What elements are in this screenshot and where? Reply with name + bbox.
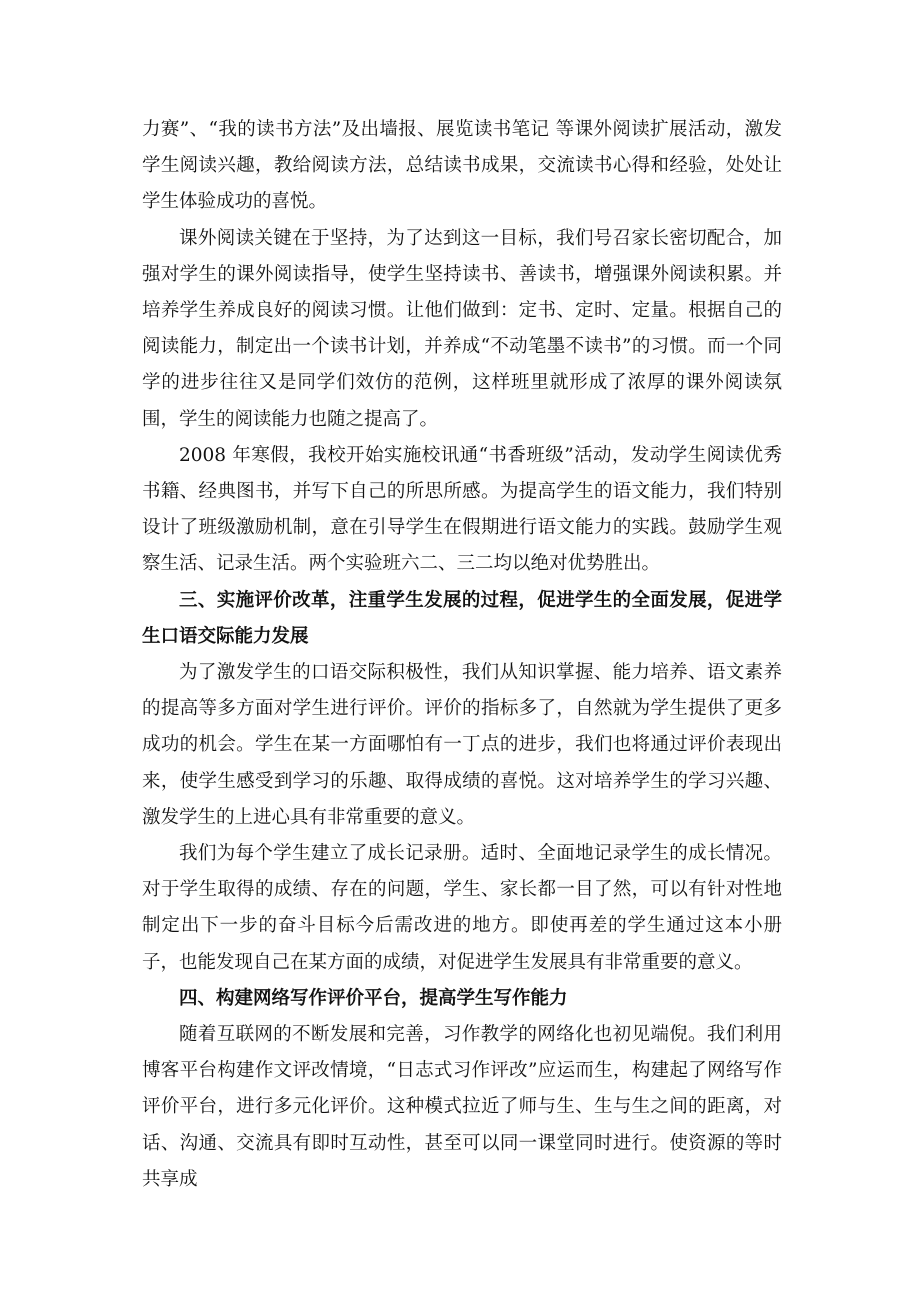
paragraph-online-writing: 随着互联网的不断发展和完善，习作教学的网络化也初见端倪。我们利用博客平台构建作文评改情境，“日志式习作评改”应运而生，构建起了网络写作评价平台，进行多元化评价。这种模式拉近了师与生、生与生之间的距离，对话、沟通、交流具有即时互动性，甚至可以同一课堂同时进行。使资源的等时共享成 [142, 1024, 782, 1190]
paragraph-persistence: 课外阅读关键在于坚持，为了达到这一目标，我们号召家长密切配合，加强对学生的课外阅读指导，使学生坚持读书、善读书，增强课外阅读积累。并培养学生养成良好的阅读习惯。让他们做到：定书、定时、定量。根据自己的阅读能力，制定出一个读书计划，并养成“不动笔墨不读书”的习惯。而一个同学的进步往往又是同学们效仿的范例，这样班里就形成了浓厚的课外阅读氛围，学生的阅读能力也随之提高了。 [142, 227, 782, 430]
paragraph-winter-vacation-2008: 2008 年寒假，我校开始实施校讯通“书香班级”活动，发动学生阅读优秀书籍、经典图书，并写下自己的所思所感。为提高学生的语文能力，我们特别设计了班级激励机制，意在引导学生在假期进行语文能力的实践。鼓励学生观察生活、记录生活。两个实验班六二、三二均以绝对优势胜出。 [142, 444, 782, 575]
section-heading-four: 四、构建网络写作评价平台，提高学生写作能力 [179, 987, 568, 1009]
paragraph-growth-record: 我们为每个学生建立了成长记录册。适时、全面地记录学生的成长情况。对于学生取得的成绩、存在的问题，学生、家长都一目了然，可以有针对性地制定出下一步的奋斗目标今后需改进的地方。即使再差的学生通过这本小册子，也能发现自己在某方面的成绩，对促进学生发展具有非常重要的意义。 [142, 843, 782, 973]
document-body [142, 112, 782, 1198]
section-heading-three: 三、实施评价改革，注重学生发展的过程，促进学生的全面发展，促进学生口语交际能力发展 [142, 589, 782, 647]
paragraph-reading-activities-continued: 力赛”、“我的读书方法”及出墙报、展览读书笔记 等课外阅读扩展活动，激发学生阅读兴趣，教给阅读方法，总结读书成果，交流读书心得和经验，处处让学生体验成功的喜悦。 [142, 119, 782, 213]
paragraph-evaluation-reform: 为了激发学生的口语交际积极性，我们从知识掌握、能力培养、语文素养的提高等多方面对学生进行评价。评价的指标多了，自然就为学生提供了更多成功的机会。学生在某一方面哪怕有一丁点的进步，我们也将通过评价表现出来，使学生感受到学习的乐趣、取得成绩的喜悦。这对培养学生的学习兴趣、激发学生的上进心具有非常重要的意义。 [142, 662, 782, 828]
